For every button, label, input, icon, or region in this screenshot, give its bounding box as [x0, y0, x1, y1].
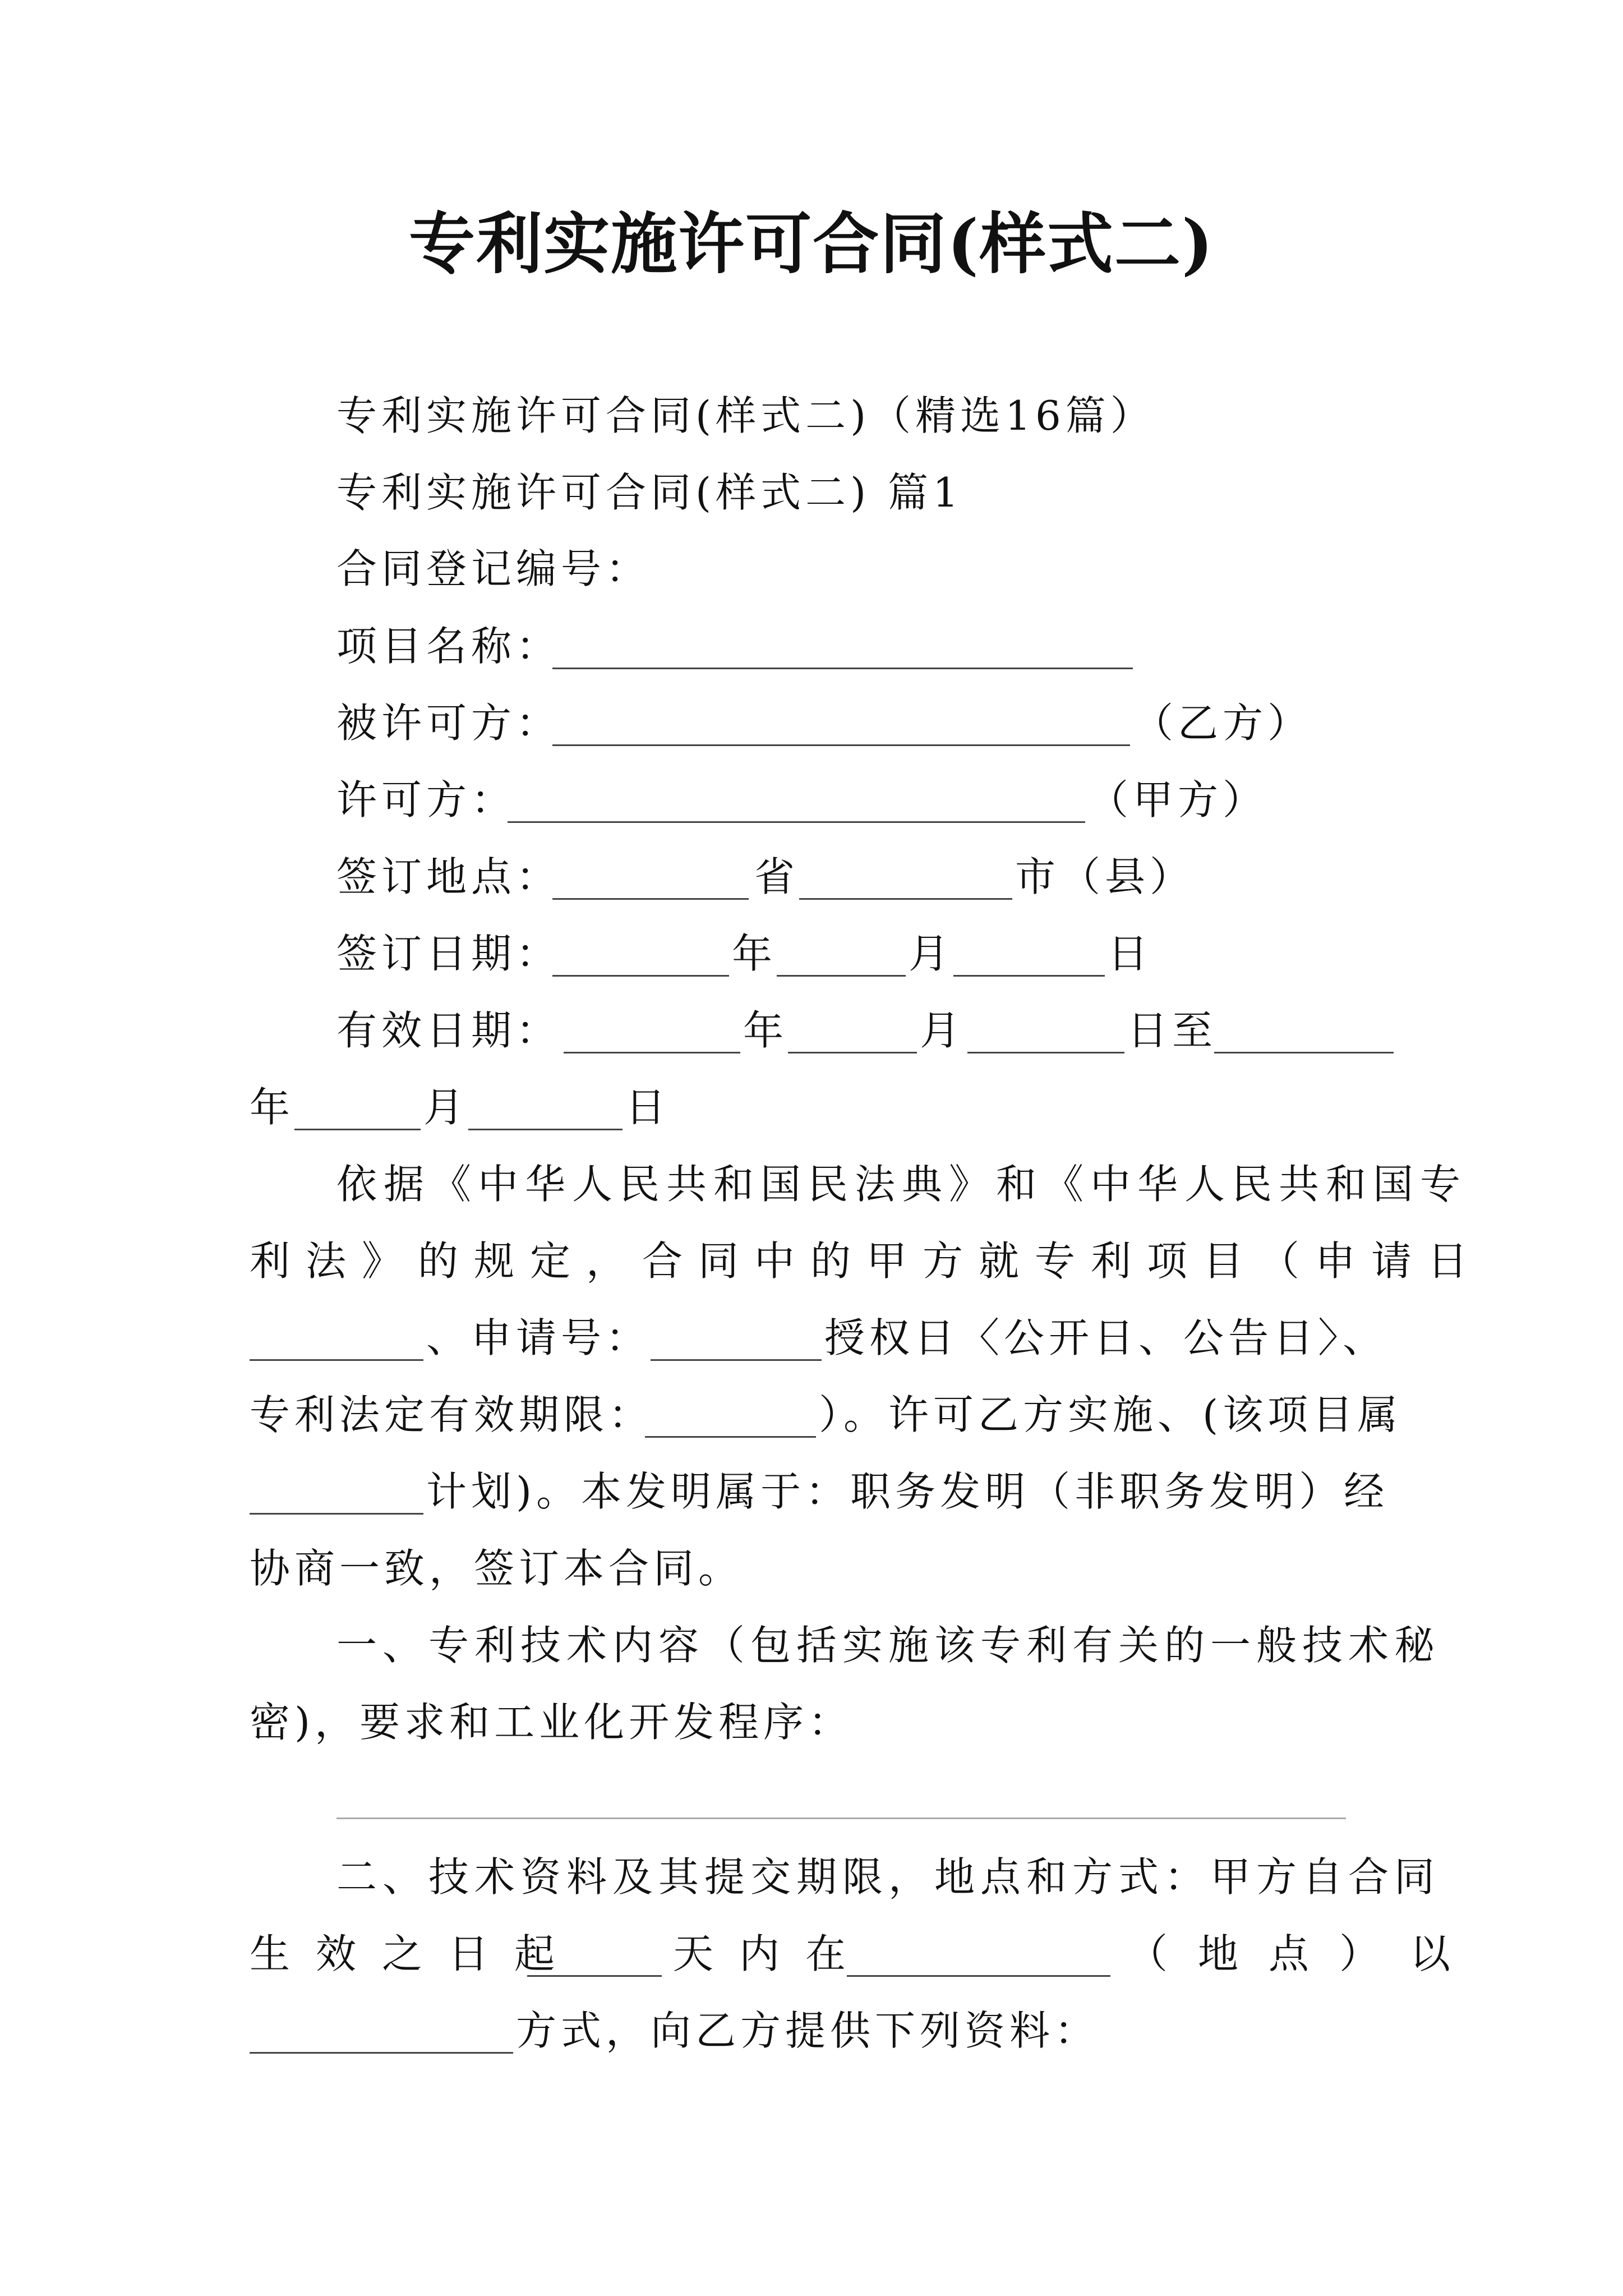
valid-end-day-text: 日: [625, 1084, 671, 1131]
sign-month-blank: [777, 975, 906, 977]
valid-day-to-text: 日至: [1127, 1007, 1218, 1054]
licensee-suffix: （乙方）: [1133, 700, 1313, 747]
body-text: 计划)。本发明属于：职务发明（非职务发明）经: [426, 1468, 1389, 1515]
sign-day-text: 日: [1108, 930, 1153, 977]
valid-end-year-text: 年: [250, 1084, 295, 1131]
licensee-label: 被许可方：: [336, 700, 561, 747]
project-label: 项目名称：: [336, 623, 561, 670]
body-text: ）。许可乙方实施、(该项目属: [819, 1391, 1403, 1438]
days-blank: [527, 1975, 662, 1977]
place-blank-province: [552, 898, 749, 900]
sign-year-text: 年: [732, 930, 777, 977]
location-blank: [847, 1975, 1110, 1977]
body-text: 依据《中华人民共和国民法典》和《中华人民共和国专: [336, 1161, 1468, 1208]
section-2-text: 生效之日起: [250, 1930, 581, 1977]
sign-month-text: 月: [909, 930, 954, 977]
apply-date-blank: [250, 1359, 423, 1361]
valid-date-label: 有效日期：: [336, 1007, 561, 1054]
method-blank: [250, 2052, 513, 2054]
valid-end-year-blank: [1214, 1052, 1394, 1053]
city-text: 市（县）: [1015, 853, 1195, 900]
body-text: 授权日〈公开日、公告日〉、: [824, 1314, 1388, 1361]
intro-text: 专利实施许可合同(样式二)（精选16篇）: [336, 392, 1155, 439]
plan-blank: [250, 1513, 423, 1515]
valid-end-month-blank: [294, 1129, 421, 1130]
section-1-heading: 一、专利技术内容（包括实施该专利有关的一般技术秘: [336, 1622, 1441, 1669]
valid-end-month-text: 月: [423, 1084, 469, 1131]
valid-day-blank: [967, 1052, 1124, 1053]
sign-year-blank: [552, 975, 729, 977]
reg-no-label: 合同登记编号：: [336, 545, 651, 592]
piece-heading: 专利实施许可合同(样式二) 篇1: [336, 469, 963, 516]
section-1-text: 密)，要求和工业化开发程序：: [250, 1699, 854, 1746]
valid-year-text: 年: [743, 1007, 789, 1054]
apply-no-blank: [651, 1359, 822, 1361]
body-text: 专利法定有效期限：: [250, 1391, 654, 1438]
page-title: 专利实施许可合同(样式二): [409, 205, 1214, 283]
project-blank: [552, 668, 1133, 669]
place-label: 签订地点：: [336, 853, 561, 900]
sign-date-label: 签订日期：: [336, 930, 561, 977]
licensor-suffix: （甲方）: [1088, 776, 1268, 823]
section-2-text: 方式，向乙方提供下列资料：: [516, 2007, 1100, 2054]
sign-day-blank: [953, 975, 1105, 977]
valid-end-day-blank: [468, 1129, 623, 1130]
section-2-heading: 二、技术资料及其提交期限，地点和方式：甲方自合同: [336, 1853, 1441, 1901]
body-text: 、申请号：: [426, 1314, 651, 1361]
licensor-label: 许可方：: [336, 776, 517, 823]
valid-month-blank: [788, 1052, 917, 1053]
section-2-text: （地点）以: [1127, 1930, 1481, 1977]
section-2-text: 天内在: [673, 1930, 872, 1977]
valid-month-text: 月: [920, 1007, 965, 1054]
valid-term-blank: [645, 1436, 816, 1438]
content-blank: [336, 1818, 1346, 1819]
body-text: 协商一致，签订本合同。: [250, 1545, 744, 1592]
place-blank-city: [799, 898, 1012, 900]
licensor-blank: [508, 821, 1085, 823]
licensee-blank: [552, 744, 1130, 746]
valid-year-blank: [564, 1052, 740, 1053]
province-text: 省: [754, 853, 800, 900]
body-text: 利法》的规定，合同中的甲方就专利项目（申请日: [250, 1237, 1484, 1285]
